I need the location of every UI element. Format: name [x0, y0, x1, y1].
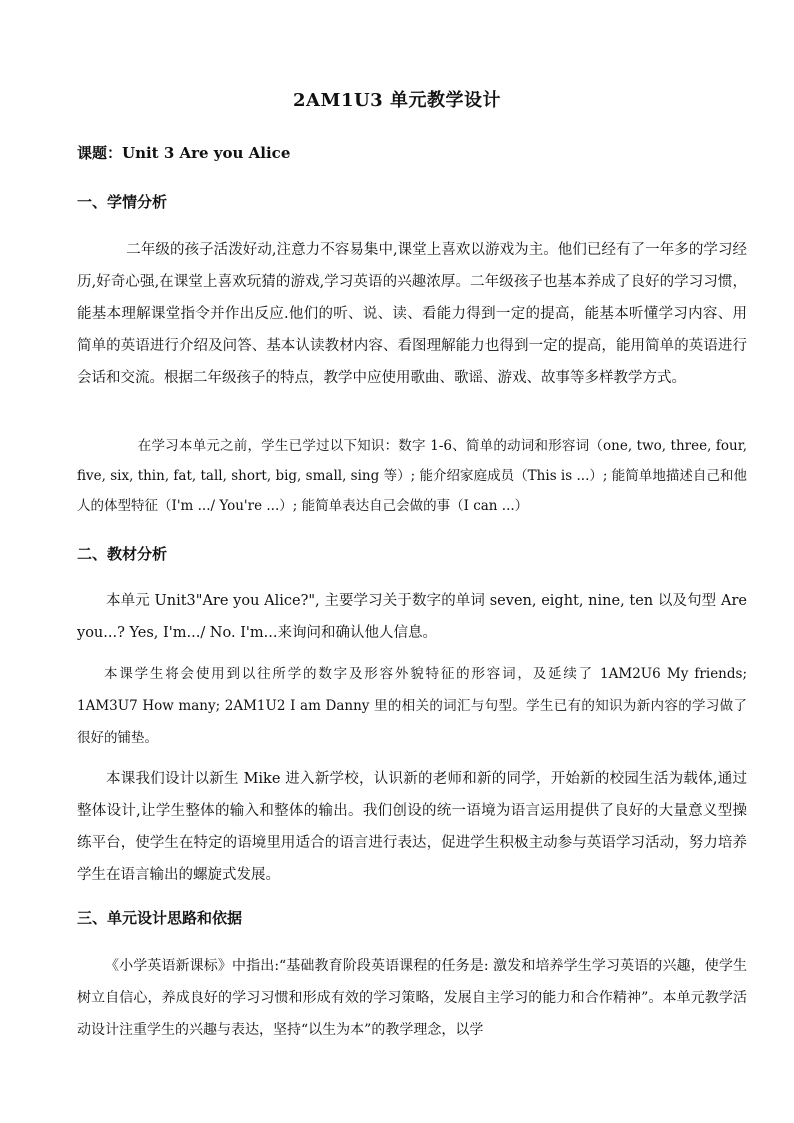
section-heading-learner-analysis: 一、学情分析	[77, 193, 168, 211]
section-heading-design-rationale: 三、单元设计思路和依据	[77, 909, 243, 927]
paragraph-curriculum-standard: 《小学英语新课标》中指出:“基础教育阶段英语课程的任务是: 激发和培养学生学习英语的兴趣，使学生树立自信心，养成良好的学习习惯和形成有效的学习策略，发展自主学习的能力和合作精神”。本单元教学活动设计注重学生的兴趣与表达，坚持“以生为本”的教学理念，以学	[77, 958, 747, 1038]
paragraph-learner-traits: 二年级的孩子活泼好动,注意力不容易集中,课堂上喜欢以游戏为主。他们已经有了一年多的学习经历,好奇心强,在课堂上喜欢玩猜的游戏,学习英语的兴趣浓厚。二年级孩子也基本养成了良好的学习习惯，能基本理解课堂指令并作出反应.他们的听、说、读、看能力得到一定的提高，能基本听懂学习内容、用简单的英语进行介绍及问答、基本认读教材内容、看图理解能力也得到一定的提高，能用简单的英语进行会话和交流。根据二年级孩子的特点，教学中应使用歌曲、歌谣、游戏、故事等多样教学方式。	[77, 242, 747, 386]
section-heading-textbook-analysis: 二、教材分析	[77, 545, 168, 563]
lesson-subject: 课题：Unit 3 Are you Alice	[77, 144, 291, 162]
paragraph-prior-knowledge: 在学习本单元之前，学生已学过以下知识：数字 1-6、简单的动词和形容词（one, two, three, four, five, six, thin, fat, tall, short, big, small, sing 等）; 能介绍家庭成员（This is ...）; 能简单地描述自己和他人的体型特征（I'm .../ You're ...）; 能简单表达自己会做的事（I can ...）	[77, 438, 747, 514]
paragraph-unit-overview: 本单元 Unit3"Are you Alice?", 主要学习关于数字的单词 seven, eight, nine, ten 以及句型 Are you...? Yes, I'm.../ No. I'm...来询问和确认他人信息。	[77, 593, 747, 641]
paragraph-design-context: 本课我们设计以新生 Mike 进入新学校，认识新的老师和新的同学，开始新的校园生活为载体,通过整体设计,让学生整体的输入和整体的输出。我们创设的统一语境为语言运用提供了良好的大量意义型操练平台，使学生在特定的语境里用适合的语言进行表达，促进学生积极主动参与英语学习活动，努力培养学生在语言输出的螺旋式发展。	[77, 771, 747, 883]
paragraph-related-units: 本课学生将会使用到以往所学的数字及形容外貌特征的形容词，及延续了 1AM2U6 My friends; 1AM3U7 How many; 2AM1U2 I am Danny 里的相关的词汇与句型。学生已有的知识为新内容的学习做了很好的铺垫。	[77, 666, 747, 746]
document-title: 2AM1U3 单元教学设计	[293, 90, 501, 111]
